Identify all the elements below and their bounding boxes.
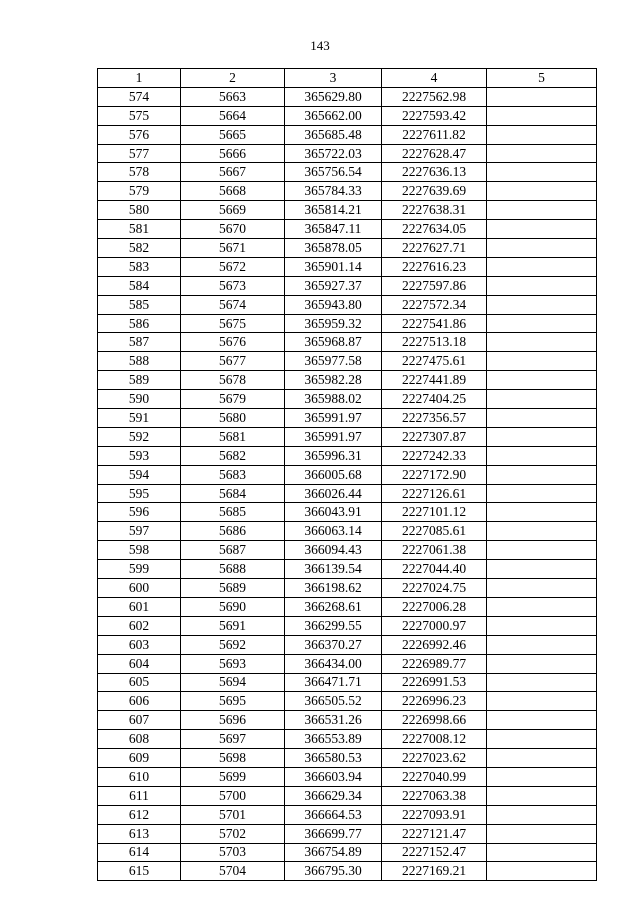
table-cell-col-1: 612 bbox=[98, 805, 181, 824]
header-row bbox=[98, 69, 597, 88]
table-row bbox=[98, 824, 597, 843]
table-cell-col-2: 5670 bbox=[181, 220, 285, 239]
table-cell-col-5 bbox=[487, 805, 597, 824]
table-row bbox=[98, 843, 597, 862]
table-cell-col-2: 5692 bbox=[181, 635, 285, 654]
table-row bbox=[98, 484, 597, 503]
table-cell-col-2: 5677 bbox=[181, 352, 285, 371]
table-cell-col-3: 366505.52 bbox=[285, 692, 382, 711]
table-cell-col-4: 2227006.28 bbox=[382, 597, 487, 616]
table-cell-col-5 bbox=[487, 427, 597, 446]
table-cell-col-4: 2227242.33 bbox=[382, 446, 487, 465]
table-row bbox=[98, 616, 597, 635]
table-cell-col-4: 2227008.12 bbox=[382, 730, 487, 749]
table-cell-col-2: 5674 bbox=[181, 295, 285, 314]
column-header-1: 1 bbox=[98, 69, 181, 88]
table-cell-col-1: 594 bbox=[98, 465, 181, 484]
table-cell-col-1: 581 bbox=[98, 220, 181, 239]
table-cell-col-1: 593 bbox=[98, 446, 181, 465]
table-cell-col-3: 366005.68 bbox=[285, 465, 382, 484]
table-cell-col-4: 2227636.13 bbox=[382, 163, 487, 182]
table-row bbox=[98, 427, 597, 446]
table-cell-col-2: 5695 bbox=[181, 692, 285, 711]
table-cell-col-2: 5681 bbox=[181, 427, 285, 446]
table-cell-col-2: 5667 bbox=[181, 163, 285, 182]
table-cell-col-3: 366043.91 bbox=[285, 503, 382, 522]
table-cell-col-3: 366094.43 bbox=[285, 541, 382, 560]
table-cell-col-2: 5672 bbox=[181, 257, 285, 276]
table-cell-col-3: 365685.48 bbox=[285, 125, 382, 144]
table-cell-col-1: 588 bbox=[98, 352, 181, 371]
table-cell-col-1: 610 bbox=[98, 767, 181, 786]
table-cell-col-2: 5691 bbox=[181, 616, 285, 635]
table-row bbox=[98, 673, 597, 692]
table-cell-col-1: 584 bbox=[98, 276, 181, 295]
table-cell-col-3: 365756.54 bbox=[285, 163, 382, 182]
table-cell-col-1: 596 bbox=[98, 503, 181, 522]
table-cell-col-5 bbox=[487, 220, 597, 239]
table-cell-col-1: 607 bbox=[98, 711, 181, 730]
table-cell-col-5 bbox=[487, 579, 597, 598]
table-cell-col-1: 585 bbox=[98, 295, 181, 314]
table-cell-col-5 bbox=[487, 786, 597, 805]
table-row bbox=[98, 125, 597, 144]
table-cell-col-1: 613 bbox=[98, 824, 181, 843]
table-cell-col-2: 5699 bbox=[181, 767, 285, 786]
table-cell-col-5 bbox=[487, 201, 597, 220]
table-cell-col-1: 589 bbox=[98, 371, 181, 390]
table-row bbox=[98, 239, 597, 258]
table-cell-col-1: 603 bbox=[98, 635, 181, 654]
table-cell-col-3: 366580.53 bbox=[285, 749, 382, 768]
table-cell-col-5 bbox=[487, 87, 597, 106]
table-cell-col-5 bbox=[487, 673, 597, 692]
coordinates-table bbox=[97, 68, 597, 881]
table-cell-col-3: 365847.11 bbox=[285, 220, 382, 239]
table-cell-col-5 bbox=[487, 824, 597, 843]
table-cell-col-5 bbox=[487, 597, 597, 616]
table-cell-col-1: 611 bbox=[98, 786, 181, 805]
table-cell-col-1: 587 bbox=[98, 333, 181, 352]
table-cell-col-2: 5665 bbox=[181, 125, 285, 144]
table-cell-col-5 bbox=[487, 163, 597, 182]
table-cell-col-1: 592 bbox=[98, 427, 181, 446]
table-row bbox=[98, 711, 597, 730]
table-cell-col-1: 614 bbox=[98, 843, 181, 862]
page-number: 143 bbox=[310, 38, 330, 53]
table-cell-col-3: 365959.32 bbox=[285, 314, 382, 333]
table-cell-col-1: 575 bbox=[98, 106, 181, 125]
table-cell-col-3: 365814.21 bbox=[285, 201, 382, 220]
table-cell-col-3: 366268.61 bbox=[285, 597, 382, 616]
table-cell-col-3: 365977.58 bbox=[285, 352, 382, 371]
table-cell-col-2: 5679 bbox=[181, 390, 285, 409]
table-header bbox=[98, 69, 597, 88]
table-cell-col-3: 365901.14 bbox=[285, 257, 382, 276]
table-cell-col-1: 578 bbox=[98, 163, 181, 182]
table-row bbox=[98, 163, 597, 182]
table-cell-col-5 bbox=[487, 767, 597, 786]
table-cell-col-5 bbox=[487, 446, 597, 465]
table-cell-col-5 bbox=[487, 295, 597, 314]
table-cell-col-2: 5697 bbox=[181, 730, 285, 749]
table-cell-col-4: 2226998.66 bbox=[382, 711, 487, 730]
table-cell-col-2: 5664 bbox=[181, 106, 285, 125]
table-cell-col-1: 609 bbox=[98, 749, 181, 768]
table-row bbox=[98, 87, 597, 106]
table-cell-col-4: 2227061.38 bbox=[382, 541, 487, 560]
table-cell-col-4: 2227101.12 bbox=[382, 503, 487, 522]
table-cell-col-1: 600 bbox=[98, 579, 181, 598]
table-cell-col-3: 365988.02 bbox=[285, 390, 382, 409]
table-cell-col-4: 2227040.99 bbox=[382, 767, 487, 786]
table-row bbox=[98, 409, 597, 428]
table-cell-col-3: 366629.34 bbox=[285, 786, 382, 805]
table-row bbox=[98, 503, 597, 522]
table-cell-col-1: 598 bbox=[98, 541, 181, 560]
table-cell-col-5 bbox=[487, 730, 597, 749]
table-cell-col-4: 2226989.77 bbox=[382, 654, 487, 673]
column-header-5: 5 bbox=[487, 69, 597, 88]
table-cell-col-3: 366531.26 bbox=[285, 711, 382, 730]
table-row bbox=[98, 541, 597, 560]
table-cell-col-2: 5680 bbox=[181, 409, 285, 428]
table-cell-col-4: 2227627.71 bbox=[382, 239, 487, 258]
table-cell-col-5 bbox=[487, 106, 597, 125]
table-cell-col-2: 5686 bbox=[181, 522, 285, 541]
table-body bbox=[98, 87, 597, 880]
table-cell-col-1: 591 bbox=[98, 409, 181, 428]
table-cell-col-4: 2227085.61 bbox=[382, 522, 487, 541]
table-cell-col-5 bbox=[487, 616, 597, 635]
table-row bbox=[98, 371, 597, 390]
table-cell-col-5 bbox=[487, 257, 597, 276]
table-cell-col-2: 5704 bbox=[181, 862, 285, 881]
table-cell-col-2: 5689 bbox=[181, 579, 285, 598]
table-row bbox=[98, 767, 597, 786]
table-row bbox=[98, 465, 597, 484]
table-cell-col-4: 2227000.97 bbox=[382, 616, 487, 635]
table-cell-col-2: 5678 bbox=[181, 371, 285, 390]
table-row bbox=[98, 182, 597, 201]
table-cell-col-4: 2227616.23 bbox=[382, 257, 487, 276]
table-cell-col-4: 2227628.47 bbox=[382, 144, 487, 163]
table-row bbox=[98, 730, 597, 749]
table-cell-col-4: 2227126.61 bbox=[382, 484, 487, 503]
table-cell-col-4: 2227172.90 bbox=[382, 465, 487, 484]
table-cell-col-4: 2227024.75 bbox=[382, 579, 487, 598]
table-cell-col-4: 2227562.98 bbox=[382, 87, 487, 106]
table-cell-col-5 bbox=[487, 125, 597, 144]
table-cell-col-1: 615 bbox=[98, 862, 181, 881]
table-row bbox=[98, 786, 597, 805]
table-cell-col-5 bbox=[487, 371, 597, 390]
table-cell-col-2: 5684 bbox=[181, 484, 285, 503]
table-cell-col-3: 365991.97 bbox=[285, 427, 382, 446]
table-row bbox=[98, 201, 597, 220]
table-cell-col-4: 2227638.31 bbox=[382, 201, 487, 220]
table-row bbox=[98, 295, 597, 314]
table-cell-col-3: 365943.80 bbox=[285, 295, 382, 314]
table-cell-col-3: 366434.00 bbox=[285, 654, 382, 673]
table-row bbox=[98, 333, 597, 352]
table-cell-col-5 bbox=[487, 843, 597, 862]
table-cell-col-2: 5673 bbox=[181, 276, 285, 295]
table-cell-col-3: 366299.55 bbox=[285, 616, 382, 635]
table-cell-col-2: 5671 bbox=[181, 239, 285, 258]
table-cell-col-1: 577 bbox=[98, 144, 181, 163]
table-cell-col-2: 5666 bbox=[181, 144, 285, 163]
table-cell-col-3: 366471.71 bbox=[285, 673, 382, 692]
table-cell-col-2: 5694 bbox=[181, 673, 285, 692]
table-cell-col-2: 5683 bbox=[181, 465, 285, 484]
table-cell-col-1: 601 bbox=[98, 597, 181, 616]
table-row bbox=[98, 692, 597, 711]
table-cell-col-1: 604 bbox=[98, 654, 181, 673]
table-cell-col-1: 586 bbox=[98, 314, 181, 333]
table-row bbox=[98, 446, 597, 465]
table-cell-col-5 bbox=[487, 333, 597, 352]
table-cell-col-4: 2226991.53 bbox=[382, 673, 487, 692]
table-cell-col-3: 365629.80 bbox=[285, 87, 382, 106]
table-cell-col-1: 599 bbox=[98, 560, 181, 579]
table-row bbox=[98, 862, 597, 881]
table-cell-col-1: 597 bbox=[98, 522, 181, 541]
table-cell-col-1: 583 bbox=[98, 257, 181, 276]
table-cell-col-1: 595 bbox=[98, 484, 181, 503]
table-cell-col-4: 2227023.62 bbox=[382, 749, 487, 768]
table-cell-col-4: 2227593.42 bbox=[382, 106, 487, 125]
table-row bbox=[98, 749, 597, 768]
table-cell-col-1: 580 bbox=[98, 201, 181, 220]
table-cell-col-5 bbox=[487, 711, 597, 730]
table-cell-col-3: 366553.89 bbox=[285, 730, 382, 749]
table-cell-col-3: 366026.44 bbox=[285, 484, 382, 503]
table-cell-col-3: 365784.33 bbox=[285, 182, 382, 201]
table-cell-col-1: 608 bbox=[98, 730, 181, 749]
table-row bbox=[98, 144, 597, 163]
table-cell-col-2: 5687 bbox=[181, 541, 285, 560]
table-row bbox=[98, 522, 597, 541]
table-cell-col-5 bbox=[487, 541, 597, 560]
column-header-3: 3 bbox=[285, 69, 382, 88]
table-cell-col-5 bbox=[487, 654, 597, 673]
table-cell-col-2: 5696 bbox=[181, 711, 285, 730]
table-cell-col-2: 5682 bbox=[181, 446, 285, 465]
table-row bbox=[98, 560, 597, 579]
table-cell-col-5 bbox=[487, 692, 597, 711]
table-cell-col-5 bbox=[487, 465, 597, 484]
table-cell-col-3: 365662.00 bbox=[285, 106, 382, 125]
table-cell-col-3: 366063.14 bbox=[285, 522, 382, 541]
table-cell-col-5 bbox=[487, 484, 597, 503]
table-cell-col-4: 2227044.40 bbox=[382, 560, 487, 579]
table-cell-col-5 bbox=[487, 749, 597, 768]
table-cell-col-2: 5675 bbox=[181, 314, 285, 333]
table-cell-col-4: 2227634.05 bbox=[382, 220, 487, 239]
table-cell-col-1: 574 bbox=[98, 87, 181, 106]
table-row bbox=[98, 106, 597, 125]
table-cell-col-2: 5690 bbox=[181, 597, 285, 616]
table-cell-col-2: 5693 bbox=[181, 654, 285, 673]
table-cell-col-5 bbox=[487, 409, 597, 428]
table-cell-col-4: 2226992.46 bbox=[382, 635, 487, 654]
table-cell-col-5 bbox=[487, 314, 597, 333]
table-row bbox=[98, 276, 597, 295]
table-cell-col-3: 366198.62 bbox=[285, 579, 382, 598]
table-cell-col-3: 365991.97 bbox=[285, 409, 382, 428]
table-cell-col-4: 2227063.38 bbox=[382, 786, 487, 805]
table-cell-col-5 bbox=[487, 390, 597, 409]
table-row bbox=[98, 390, 597, 409]
table-cell-col-2: 5700 bbox=[181, 786, 285, 805]
table-cell-col-2: 5688 bbox=[181, 560, 285, 579]
table-cell-col-4: 2227093.91 bbox=[382, 805, 487, 824]
table-cell-col-1: 605 bbox=[98, 673, 181, 692]
table-row bbox=[98, 220, 597, 239]
table-cell-col-5 bbox=[487, 635, 597, 654]
table-cell-col-4: 2227441.89 bbox=[382, 371, 487, 390]
table-cell-col-4: 2227307.87 bbox=[382, 427, 487, 446]
table-cell-col-3: 366795.30 bbox=[285, 862, 382, 881]
table-cell-col-3: 365982.28 bbox=[285, 371, 382, 390]
table-cell-col-2: 5668 bbox=[181, 182, 285, 201]
table-cell-col-2: 5685 bbox=[181, 503, 285, 522]
table-cell-col-3: 366370.27 bbox=[285, 635, 382, 654]
table-cell-col-4: 2227597.86 bbox=[382, 276, 487, 295]
table-cell-col-4: 2227169.21 bbox=[382, 862, 487, 881]
table-cell-col-3: 366139.54 bbox=[285, 560, 382, 579]
table-row bbox=[98, 597, 597, 616]
table-cell-col-2: 5703 bbox=[181, 843, 285, 862]
table-cell-col-4: 2227356.57 bbox=[382, 409, 487, 428]
table-cell-col-5 bbox=[487, 560, 597, 579]
table-cell-col-1: 590 bbox=[98, 390, 181, 409]
table-cell-col-5 bbox=[487, 352, 597, 371]
table-row bbox=[98, 654, 597, 673]
table-cell-col-4: 2227572.34 bbox=[382, 295, 487, 314]
table-cell-col-2: 5669 bbox=[181, 201, 285, 220]
table-cell-col-1: 579 bbox=[98, 182, 181, 201]
table-cell-col-5 bbox=[487, 239, 597, 258]
table-cell-col-2: 5676 bbox=[181, 333, 285, 352]
column-header-4: 4 bbox=[382, 69, 487, 88]
table-cell-col-2: 5698 bbox=[181, 749, 285, 768]
table-cell-col-3: 365996.31 bbox=[285, 446, 382, 465]
table-cell-col-2: 5701 bbox=[181, 805, 285, 824]
table-cell-col-4: 2227475.61 bbox=[382, 352, 487, 371]
table-cell-col-3: 365878.05 bbox=[285, 239, 382, 258]
table-cell-col-4: 2227541.86 bbox=[382, 314, 487, 333]
table-row bbox=[98, 805, 597, 824]
table-row bbox=[98, 257, 597, 276]
table-cell-col-5 bbox=[487, 862, 597, 881]
table-cell-col-4: 2227121.47 bbox=[382, 824, 487, 843]
table-cell-col-1: 576 bbox=[98, 125, 181, 144]
table-cell-col-2: 5663 bbox=[181, 87, 285, 106]
table-row bbox=[98, 635, 597, 654]
table-cell-col-3: 366603.94 bbox=[285, 767, 382, 786]
table-cell-col-1: 602 bbox=[98, 616, 181, 635]
table-cell-col-4: 2227639.69 bbox=[382, 182, 487, 201]
table-cell-col-5 bbox=[487, 522, 597, 541]
table-cell-col-3: 366699.77 bbox=[285, 824, 382, 843]
table-cell-col-5 bbox=[487, 276, 597, 295]
table-row bbox=[98, 314, 597, 333]
table-cell-col-5 bbox=[487, 503, 597, 522]
column-header-2: 2 bbox=[181, 69, 285, 88]
table-cell-col-5 bbox=[487, 144, 597, 163]
table-cell-col-1: 606 bbox=[98, 692, 181, 711]
table-cell-col-4: 2227513.18 bbox=[382, 333, 487, 352]
table-cell-col-3: 365722.03 bbox=[285, 144, 382, 163]
table-row bbox=[98, 579, 597, 598]
table-cell-col-5 bbox=[487, 182, 597, 201]
table-cell-col-3: 365968.87 bbox=[285, 333, 382, 352]
table-row bbox=[98, 352, 597, 371]
table-cell-col-3: 366754.89 bbox=[285, 843, 382, 862]
table-cell-col-4: 2227611.82 bbox=[382, 125, 487, 144]
table-cell-col-4: 2227404.25 bbox=[382, 390, 487, 409]
table-cell-col-4: 2227152.47 bbox=[382, 843, 487, 862]
table-cell-col-1: 582 bbox=[98, 239, 181, 258]
table-cell-col-2: 5702 bbox=[181, 824, 285, 843]
table-cell-col-4: 2226996.23 bbox=[382, 692, 487, 711]
table-cell-col-3: 365927.37 bbox=[285, 276, 382, 295]
table-cell-col-3: 366664.53 bbox=[285, 805, 382, 824]
